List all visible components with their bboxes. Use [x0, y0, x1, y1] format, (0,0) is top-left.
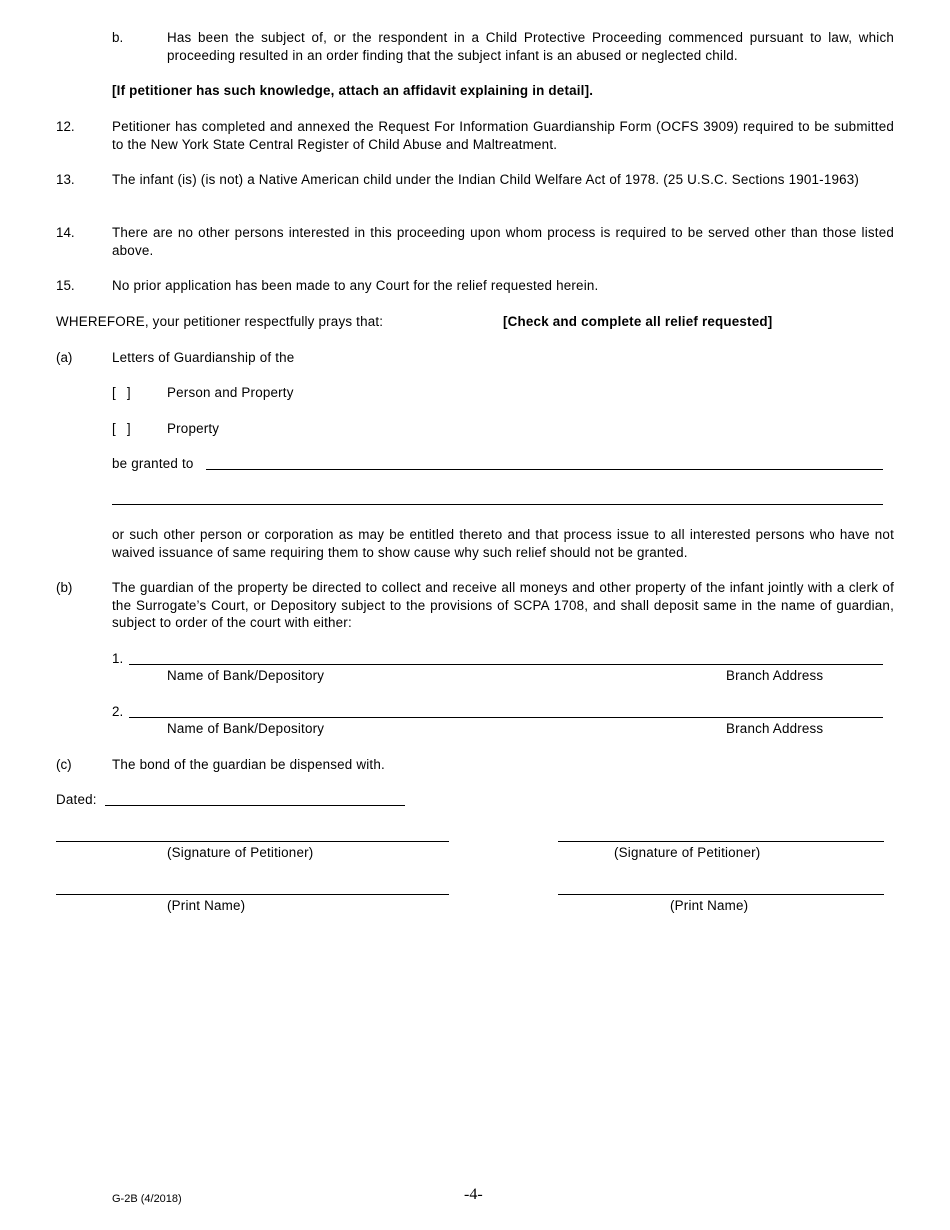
granted-to-line-2[interactable] [112, 504, 883, 505]
bank-1-address-label: Branch Address [726, 668, 824, 683]
bank-2-line[interactable] [129, 717, 883, 718]
print-name-label-left: (Print Name) [167, 898, 246, 913]
item-15-text: No prior application has been made to any Court for the relief requested herein. [112, 278, 599, 293]
relief-a-text: Letters of Guardianship of the [112, 350, 295, 365]
relief-b-label: (b) [56, 580, 73, 595]
item-13-text: The infant (is) (is not) a Native American child under the Indian Child Welfare Act of 1978. (25 U.S.C. Sections 1901-1963) [112, 172, 860, 187]
item-15-number: 15. [56, 278, 75, 293]
signature-line-left[interactable] [56, 841, 449, 842]
person-property-checkbox[interactable]: [ ] [112, 385, 131, 400]
wherefore-text: WHEREFORE, your petitioner respectfully prays that: [56, 314, 384, 329]
affidavit-note: [If petitioner has such knowledge, attach an affidavit explaining in detail]. [112, 83, 594, 98]
bank-2-number: 2. [112, 704, 124, 719]
bank-1-number: 1. [112, 651, 124, 666]
item-13-number: 13. [56, 172, 75, 187]
relief-a-continuation: or such other person or corporation as may be entitled thereto and that process issue to all interested persons who have not waived issuance of same requiring them to show cause why such relief should not be granted. [112, 527, 894, 560]
print-name-label-right: (Print Name) [670, 898, 749, 913]
dated-label: Dated: [56, 792, 97, 807]
bank-2-address-label: Branch Address [726, 721, 824, 736]
bank-1-name-label: Name of Bank/Depository [167, 668, 325, 683]
item-14-number: 14. [56, 225, 75, 240]
bank-2-name-label: Name of Bank/Depository [167, 721, 325, 736]
relief-c-label: (c) [56, 757, 72, 772]
item-14-text: There are no other persons interested in this proceeding upon whom process is required to be served other than those listed above. [112, 225, 894, 258]
relief-instruction: [Check and complete all relief requested] [503, 314, 773, 329]
relief-b-text: The guardian of the property be directed to collect and receive all moneys and other property of the infant jointly with a clerk of the Surrogate’s Court, or Depository subject to the provisions of SCPA 1708, and shall deposit same in the name of guardian, subject to order of the court with either: [112, 580, 894, 630]
form-id: G-2B (4/2018) [112, 1193, 182, 1205]
signature-label-right: (Signature of Petitioner) [614, 845, 761, 860]
relief-a-label: (a) [56, 350, 73, 365]
print-name-line-left[interactable] [56, 894, 449, 895]
print-name-line-right[interactable] [558, 894, 884, 895]
item-12-number: 12. [56, 119, 75, 134]
page-number: -4- [464, 1186, 483, 1203]
item-12-text: Petitioner has completed and annexed the Request For Information Guardianship Form (OCFS 3909) required to be submitted to the New York State Central Register of Child Abuse and Maltreatment. [112, 119, 894, 152]
granted-to-line-1[interactable] [206, 469, 883, 470]
signature-label-left: (Signature of Petitioner) [167, 845, 314, 860]
bank-1-line[interactable] [129, 664, 883, 665]
granted-to-label: be granted to [112, 456, 194, 471]
property-checkbox[interactable]: [ ] [112, 421, 131, 436]
dated-line[interactable] [105, 805, 405, 806]
person-property-label: Person and Property [167, 385, 294, 400]
item-b-text: Has been the subject of, or the respondent in a Child Protective Proceeding commenced pursuant to law, which proceeding resulted in an order finding that the subject infant is an abused or neglected child. [167, 30, 894, 63]
relief-c-text: The bond of the guardian be dispensed with. [112, 757, 385, 772]
signature-line-right[interactable] [558, 841, 884, 842]
item-b-label: b. [112, 30, 124, 45]
property-label: Property [167, 421, 220, 436]
